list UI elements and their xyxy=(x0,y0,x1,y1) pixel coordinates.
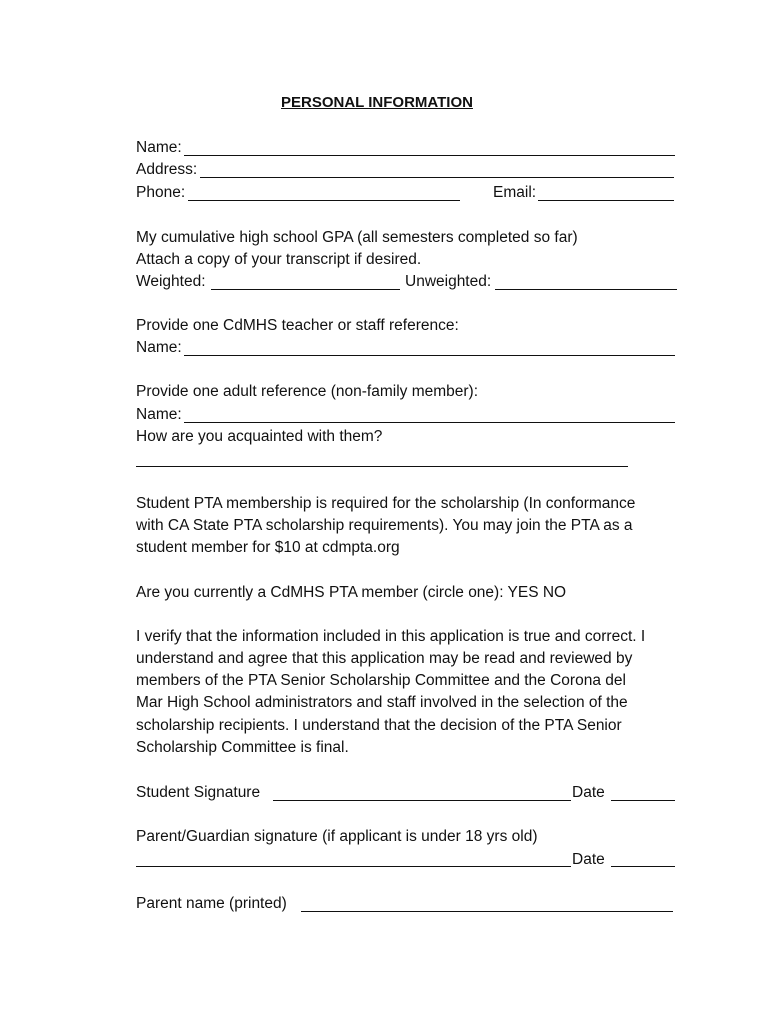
parent-date-line[interactable] xyxy=(611,866,675,867)
email-field-line[interactable] xyxy=(538,200,674,201)
student-signature-label: Student Signature xyxy=(136,784,261,801)
name-label: Name: xyxy=(136,139,182,156)
unweighted-label: Unweighted: xyxy=(405,273,492,290)
parent-signature-line[interactable] xyxy=(136,866,571,867)
acquainted-field-line[interactable] xyxy=(136,466,628,467)
student-signature-line[interactable] xyxy=(273,800,571,801)
parent-date-label: Date xyxy=(572,851,605,868)
page-title: PERSONAL INFORMATION xyxy=(281,94,473,111)
staff-reference-prompt: Provide one CdMHS teacher or staff reference: xyxy=(136,317,459,334)
parent-signature-label: Parent/Guardian signature (if applicant is under 18 yrs old) xyxy=(136,828,538,845)
transcript-text: Attach a copy of your transcript if desired. xyxy=(136,251,422,268)
parent-name-label: Parent name (printed) xyxy=(136,895,287,912)
address-field-line[interactable] xyxy=(200,177,674,178)
weighted-label: Weighted: xyxy=(136,273,206,290)
verification-text-6: Scholarship Committee is final. xyxy=(136,739,349,756)
verification-text-1: I verify that the information included in this application is true and correct. I xyxy=(136,628,646,645)
student-date-line[interactable] xyxy=(611,800,675,801)
parent-name-line[interactable] xyxy=(301,911,673,912)
verification-text-4: Mar High School administrators and staff involved in the selection of the xyxy=(136,694,628,711)
adult-reference-prompt: Provide one adult reference (non-family member): xyxy=(136,383,479,400)
adult-reference-name-line[interactable] xyxy=(184,422,675,423)
membership-text-2: with CA State PTA scholarship requirements). You may join the PTA as a xyxy=(136,517,633,534)
membership-text-3: student member for $10 at cdmpta.org xyxy=(136,539,400,556)
acquainted-label: How are you acquainted with them? xyxy=(136,428,383,445)
staff-reference-name-label: Name: xyxy=(136,339,182,356)
verification-text-5: scholarship recipients. I understand that the decision of the PTA Senior xyxy=(136,717,622,734)
phone-field-line[interactable] xyxy=(188,200,460,201)
gpa-text: My cumulative high school GPA (all semesters completed so far) xyxy=(136,229,578,246)
member-question: Are you currently a CdMHS PTA member (circle one): YES NO xyxy=(136,584,567,601)
adult-reference-name-label: Name: xyxy=(136,406,182,423)
phone-label: Phone: xyxy=(136,184,186,201)
email-label: Email: xyxy=(493,184,537,201)
verification-text-2: understand and agree that this application may be read and reviewed by xyxy=(136,650,633,667)
membership-text-1: Student PTA membership is required for the scholarship (In conformance xyxy=(136,495,636,512)
address-label: Address: xyxy=(136,161,198,178)
verification-text-3: members of the PTA Senior Scholarship Committee and the Corona del xyxy=(136,672,626,689)
name-field-line[interactable] xyxy=(184,155,675,156)
staff-reference-name-line[interactable] xyxy=(184,355,675,356)
student-date-label: Date xyxy=(572,784,605,801)
unweighted-field-line[interactable] xyxy=(495,289,677,290)
weighted-field-line[interactable] xyxy=(211,289,400,290)
